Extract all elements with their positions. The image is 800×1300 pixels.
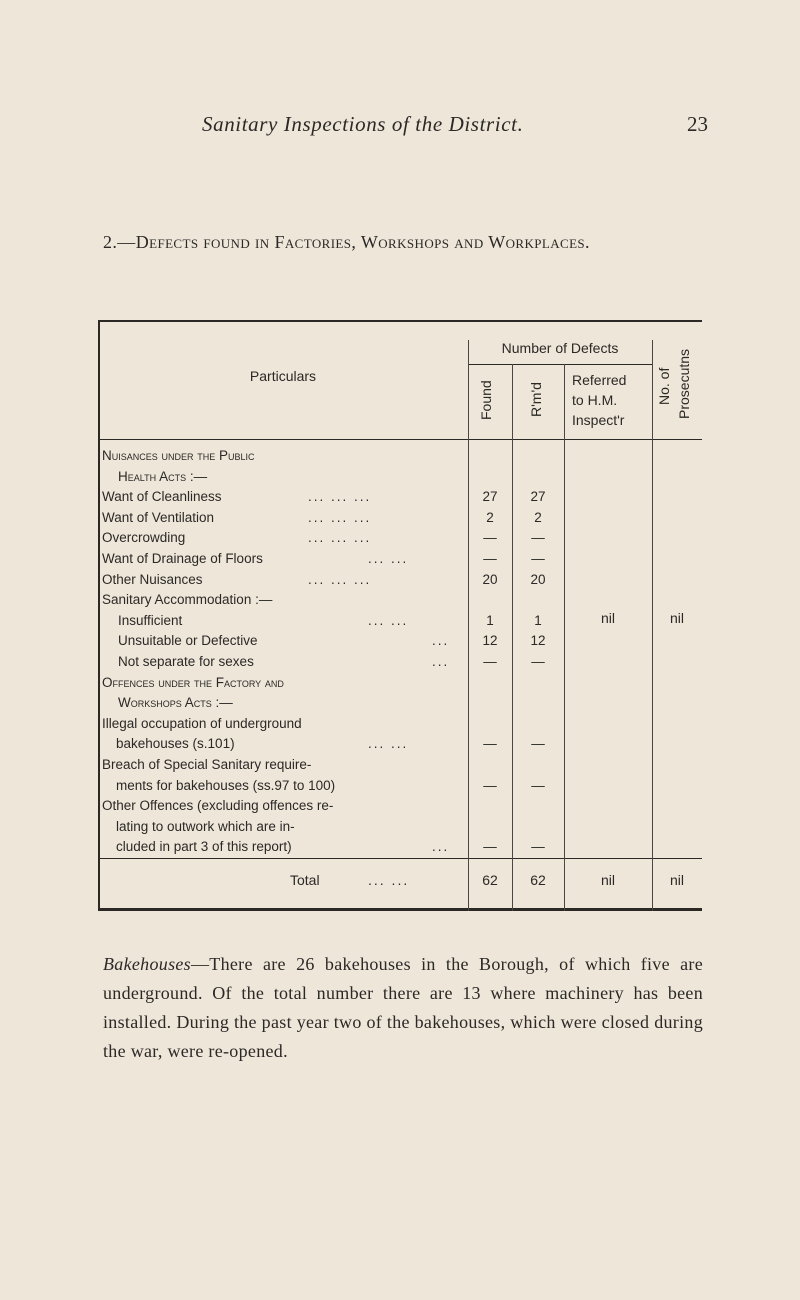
row-remedied: — — [531, 551, 545, 566]
row-dots: ... ... — [368, 612, 409, 628]
row-label: Want of Drainage of Floors — [102, 551, 263, 566]
table-row — [98, 778, 702, 798]
row-found: 12 — [482, 633, 498, 649]
row-found: 27 — [482, 489, 498, 505]
header-prosecutions-line: Prosecutns — [676, 348, 692, 420]
bakehouses-paragraph — [103, 950, 703, 1066]
row-label: Want of Cleanliness — [102, 489, 222, 505]
total-remedied: 62 — [530, 872, 546, 888]
table-row — [98, 798, 702, 818]
table-row — [98, 819, 702, 839]
row-label: Overcrowding — [102, 530, 186, 546]
row-label: cluded in part 3 of this report) — [116, 839, 292, 855]
row-remedied: 12 — [530, 633, 546, 649]
row-label: Want of Ventilation — [102, 509, 215, 525]
row-remedied: 1 — [534, 612, 542, 628]
row-found: 2 — [486, 509, 494, 525]
table-row — [98, 489, 702, 509]
row-remedied: — — [531, 736, 545, 752]
row-found: — — [483, 839, 497, 855]
table-row — [98, 572, 702, 592]
row-found: — — [483, 777, 497, 793]
paragraph-text: —There are 26 bakehouses in the Borough, of which five are underground. Of the total number there are 13 where machinery has been installed. During the past year two of the bakehouses, which were closed during the war, were re-opened. — [103, 954, 703, 1061]
total-found: 62 — [482, 872, 498, 888]
header-prosecutions-line: No. of — [656, 367, 672, 405]
section-number: 2.— — [103, 232, 136, 252]
table-row — [98, 675, 702, 695]
total-referred: nil — [600, 872, 615, 888]
header-referred-line: to H.M. — [572, 392, 618, 408]
header-remedied: R'm'd — [528, 382, 544, 418]
header-referred-line: Referred — [572, 372, 627, 388]
header-number-of-defects: Number of Defects — [501, 340, 619, 356]
header-particulars: Particulars — [249, 368, 317, 384]
section-heading — [103, 228, 703, 257]
header-referred-line: Inspect'r — [572, 412, 625, 428]
running-title: Sanitary Inspections of the District. — [202, 112, 524, 136]
table-row — [98, 839, 702, 859]
header-referred — [564, 370, 652, 430]
row-label: Health Acts :— — [118, 468, 208, 484]
row-remedied: 20 — [530, 571, 546, 587]
row-dots: ... ... — [368, 736, 409, 752]
referred-value: nil — [600, 610, 615, 626]
table-header-rule — [98, 439, 702, 440]
table-row — [98, 469, 702, 489]
number-of-defects-rule — [468, 364, 652, 365]
row-found: — — [483, 551, 497, 566]
total-dots: ... ... — [368, 872, 410, 888]
row-label: Workshops Acts :— — [118, 695, 233, 711]
row-dots: ... — [432, 633, 450, 649]
row-dots: ... ... ... — [308, 571, 372, 587]
row-found: — — [483, 736, 497, 752]
page-number: 23 — [687, 112, 708, 136]
row-found: 20 — [482, 571, 498, 587]
row-dots: ... — [432, 839, 450, 855]
total-label: Total — [290, 872, 320, 888]
prosecutions-value: nil — [669, 610, 684, 626]
row-remedied: 2 — [534, 509, 542, 525]
table-top-rule — [98, 320, 702, 322]
row-remedied: — — [531, 530, 545, 546]
row-found: — — [483, 654, 497, 669]
row-remedied: — — [531, 839, 545, 855]
row-label: Other Offences (excluding offences re- — [102, 798, 334, 814]
paragraph-lead: Bakehouses — [103, 954, 191, 974]
table-row — [98, 510, 702, 530]
row-label: Other Nuisances — [102, 571, 203, 587]
row-label: Breach of Special Sanitary require- — [102, 757, 312, 772]
row-label: Not separate for sexes — [118, 654, 254, 669]
row-remedied: — — [531, 654, 545, 669]
row-remedied: 27 — [530, 489, 546, 505]
table-row — [98, 757, 702, 777]
row-remedied: — — [531, 777, 545, 793]
table-row — [98, 736, 702, 756]
row-dots: ... ... — [368, 551, 409, 566]
row-label: lating to outwork which are in- — [116, 818, 295, 834]
section-title: Defects found in Factories, Workshops and Workplaces. — [135, 232, 590, 252]
table-row — [98, 716, 702, 736]
row-dots: ... ... ... — [308, 530, 372, 546]
table-row — [98, 695, 702, 715]
row-found: — — [483, 530, 497, 546]
header-found: Found — [478, 380, 494, 420]
table-row — [98, 448, 702, 468]
row-label: Unsuitable or Defective — [118, 633, 258, 649]
row-label: Insufficient — [118, 612, 183, 628]
table-row — [98, 654, 702, 674]
defects-table — [98, 320, 702, 910]
table-row — [98, 551, 702, 571]
total-prosecutions: nil — [669, 872, 684, 888]
row-label: bakehouses (s.101) — [116, 736, 235, 752]
row-dots: ... ... ... — [308, 509, 372, 525]
row-label: Nuisances under the Public — [102, 448, 255, 463]
row-label: Illegal occupation of underground — [102, 715, 302, 731]
row-label: Sanitary Accommodation :— — [102, 592, 273, 608]
table-row — [98, 633, 702, 653]
page-header — [0, 112, 800, 142]
row-dots: ... — [432, 654, 450, 669]
row-label: ments for bakehouses (ss.97 to 100) — [116, 777, 336, 793]
row-dots: ... ... ... — [308, 489, 372, 505]
table-row — [98, 530, 702, 550]
table-bottom-rule — [98, 908, 702, 911]
row-label: Offences under the Factory and — [102, 674, 284, 690]
row-found: 1 — [486, 612, 494, 628]
